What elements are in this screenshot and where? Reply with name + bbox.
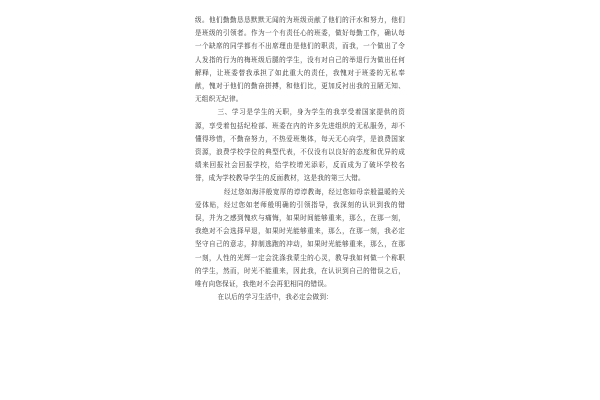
paragraph-1: 级。他们勤勤恳恳默默无闻的为班级贡献了他们的汗水和努力，他们是班级的引领者。作为一个有责任心的班委，做好每勤工作，确认每一个缺席的同学都有不出席理由是他们的职责，而我，一个做出了令人发指的行为的梅班级后腿的学生，没有对自己的举退行为做出任何解释，让班委替我承担了如此重大的责任，我愧对于班委的无私奉献，愧对于他们的勤奋拼搏，和他们比，更加反衬出我的丑陋无知、无组织无纪律。: [195, 16, 405, 104]
paragraph-2: 三、学习是学生的天职，身为学生的我享受着国家提供的资源，享受着包括纪检部、班委在内的许多先进组织的无私服务，却不懂得珍惜，不勤奋努力，不热爱班集体，每天无心向学，是浪费国家资源，浪费学校学位的典型代表，不仅没有以良好的态度和优异的成绩来回报社会回报学校，给学校增光添彩，反而成为了破坏学校名誉，成为学校教导学生的反面教材，这是我的第三大错。: [195, 108, 405, 183]
paragraph-3: 经过您如海洋般宽厚的谆谆教诲，经过您如母亲般温暖的关爱体贴，经过您如老师般明确的引领指导，我深刻的认识到我的错误，并为之感到愧疚与痛悔，如果时间能够重来，那么，在那一刻，我绝对不会选择早退，如果时光能够重来，那么，在那一刻，我必定坚守自己的意志，抑制逃跑的冲动，如果时光能够重来，那么，在那一刻，人性的光辉一定会洗涤我蒙尘的心灵，教导我如何做一个称职的学生，然而，时光不能重来，因此我，在认识到自己的错误之后，唯有向您保证，我绝对不会再犯相同的错误。: [195, 187, 405, 289]
paragraph-4: 在以后的学习生活中，我必定会做到：: [217, 293, 333, 302]
